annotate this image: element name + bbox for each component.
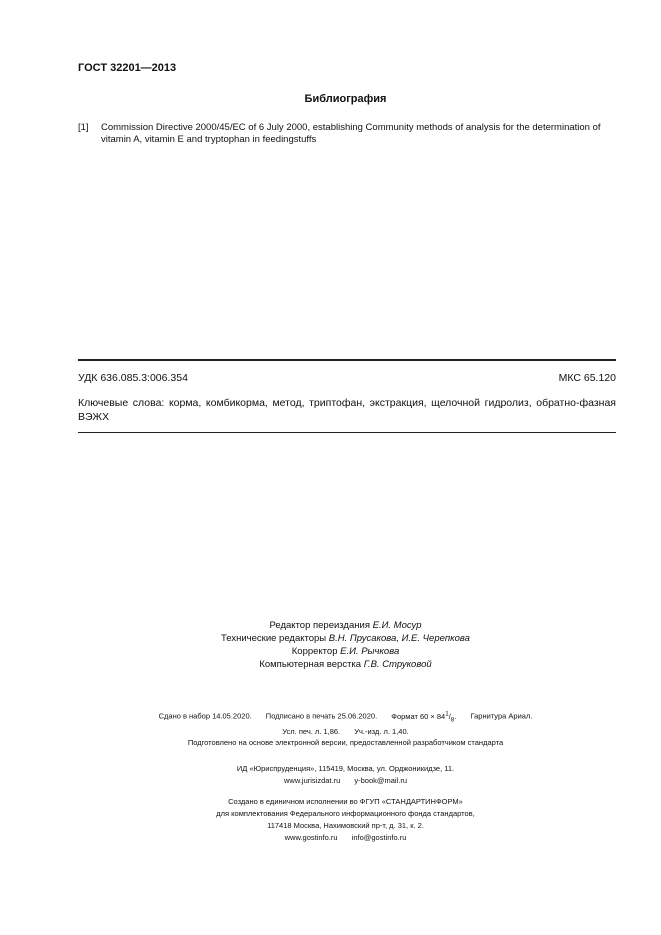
credit-label: Технические редакторы: [221, 633, 327, 644]
credit-name: Е.И. Мосур: [372, 620, 422, 631]
printed-sheets: Усл. печ. л. 1,86.: [282, 727, 341, 736]
bibliography-entry-number: [1]: [78, 122, 89, 133]
credit-layout: [30, 658, 661, 671]
credit-tech-editors: [30, 632, 661, 645]
credit-label: Корректор: [291, 646, 338, 657]
divider-bottom: [78, 432, 616, 433]
creator-line-2: для комплектования Федерального информационного фонда стандартов,: [216, 809, 475, 818]
creator-info: [0, 796, 661, 844]
credit-name: В.Н. Прусакова, И.Е. Черепкова: [328, 633, 470, 644]
keywords: Ключевые слова: корма, комбикорма, метод, триптофан, экстракция, щелочной гидролиз, обратно-фазная ВЭЖХ: [78, 397, 616, 423]
publisher-website-link[interactable]: www.jurisizdat.ru: [284, 776, 341, 785]
publisher-info: [0, 763, 661, 787]
typeface: Гарнитура Ариал.: [470, 711, 533, 721]
publisher-sheets: Уч.-изд. л. 1,40.: [354, 727, 409, 736]
creator-website-link[interactable]: www.gostinfo.ru: [284, 833, 338, 842]
creator-contacts: [30, 832, 661, 844]
credits-block: [0, 619, 661, 671]
credit-corrector: [30, 645, 661, 658]
bibliography-entry-text: Commission Directive 2000/45/EC of 6 July 2000, establishing Community methods of analysis for the determination of vitamin A, vitamin E and tryptophan in feedingstuffs: [101, 122, 601, 145]
print-info: [0, 708, 661, 738]
bibliography-entry: [78, 122, 618, 146]
credit-label: Компьютерная верстка: [259, 659, 362, 670]
credit-label: Редактор переиздания: [269, 620, 370, 631]
divider-top: [78, 359, 616, 361]
bibliography-title: Библиография: [304, 93, 387, 105]
creator-line-1: Создано в единичном исполнении во ФГУП «СТАНДАРТИНФОРМ»: [228, 797, 463, 806]
publisher-contacts: [30, 775, 661, 787]
prepared-note: Подготовлено на основе электронной версии, предоставленной разработчиком стандарта: [187, 738, 504, 747]
udk-code: УДК 636.085.3:006.354: [78, 372, 188, 384]
creator-email-link[interactable]: info@gostinfo.ru: [351, 833, 407, 842]
print-info-line-1: [30, 708, 661, 726]
paper-format: Формат $60 \times 84^1/_8$.: [391, 710, 457, 723]
typeset-date: Сдано в набор 14.05.2020.: [158, 711, 252, 721]
publisher-email-link[interactable]: y-book@mail.ru: [354, 776, 407, 785]
credit-name: Г.В. Струковой: [363, 659, 432, 670]
credit-name: Е.И. Рычкова: [340, 646, 400, 657]
mks-code: МКС 65.120: [558, 372, 616, 384]
publisher-address: ИД «Юриспруденция», 115419, Москва, ул. Орджоникидзе, 11.: [236, 764, 455, 773]
credit-reedition-editor: [30, 619, 661, 632]
signed-date: Подписано в печать 25.06.2020.: [265, 711, 378, 721]
document-code: ГОСТ 32201—2013: [78, 62, 177, 74]
creator-line-3: 117418 Москва, Нахимовский пр-т, д. 31, к. 2.: [267, 821, 424, 830]
